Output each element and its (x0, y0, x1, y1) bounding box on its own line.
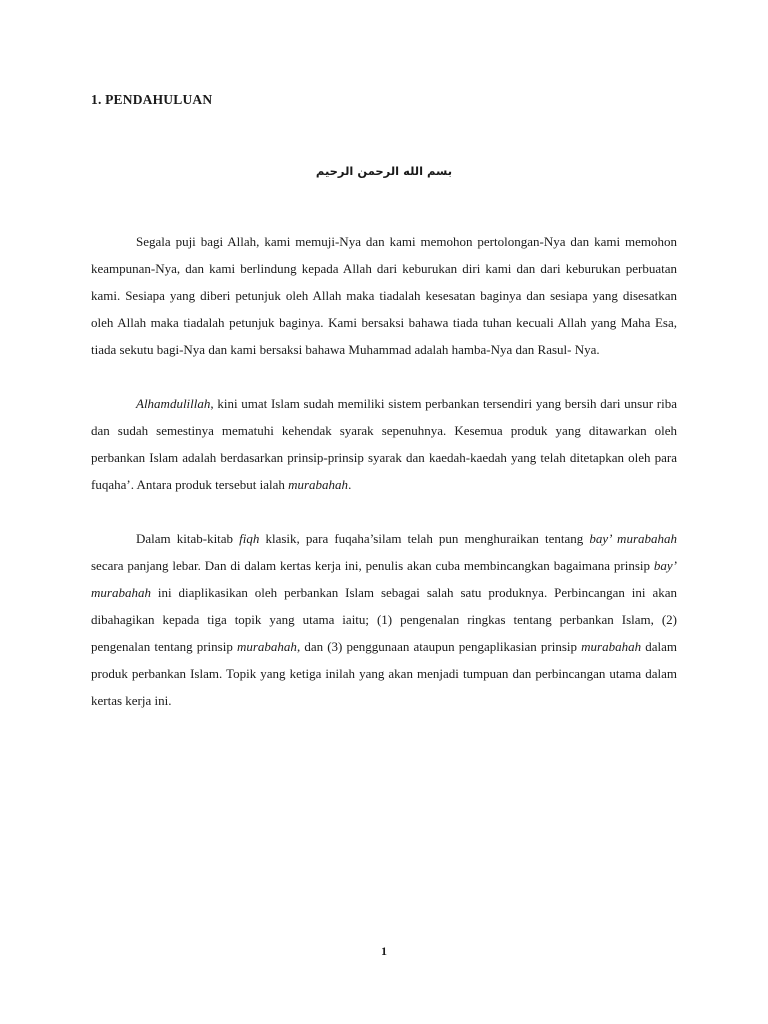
paragraph-opening (91, 228, 677, 363)
paragraph-alhamdulillah (91, 390, 677, 498)
document-body (91, 228, 677, 741)
bismillah-text: بسم الله الرحمن الرحيم (315, 164, 453, 178)
italic-term: bay’ murabahah (589, 531, 678, 546)
paragraph-text: . (348, 477, 352, 492)
paragraph-text: ini diaplikasikan oleh perbankan Islam sebagai salah satu produknya. Perbincangan ini akan dibahagikan kepada tiga topik yang utama iaitu; (1) pengenalan ringkas tentang perbankan Islam, (2) pengenalan tentang prinsip (91, 585, 677, 654)
paragraph-text: klasik, para fuqaha’silam telah pun menghuraikan tentang (259, 531, 590, 546)
page-number: 1 (381, 944, 387, 958)
paragraph-dalam-kitab (91, 525, 677, 714)
paragraph-text: , kini umat Islam sudah memiliki sistem perbankan tersendiri yang bersih dari unsur riba dan sudah semestinya mematuhi kehendak syarak sepenuhnya. Kesemua produk yang ditawarkan oleh perbankan Islam adalah berdasarkan prinsip-prinsip syarak dan kaedah-kaedah yang telah ditetapkan oleh para fuqaha’. Antara produk tersebut ialah (91, 396, 677, 492)
italic-term: murabahah (288, 477, 349, 492)
paragraph-text: , dan (3) penggunaan ataupun pengaplikasian prinsip (296, 639, 582, 654)
section-heading: 1. PENDAHULUAN (91, 92, 213, 107)
italic-term: fiqh (239, 531, 260, 546)
italic-term: bay’ murabahah (91, 558, 677, 600)
italic-term: Alhamdulillah (136, 396, 211, 411)
italic-term: murabahah (236, 639, 297, 654)
paragraph-text: Dalam kitab-kitab (136, 531, 240, 546)
paragraph-text: dalam produk perbankan Islam. Topik yang ketiga inilah yang akan menjadi tumpuan dan perbincangan utama dalam kertas kerja ini. (91, 639, 677, 708)
paragraph-text: secara panjang lebar. Dan di dalam kertas kerja ini, penulis akan cuba membincangkan bagaimana prinsip (91, 558, 654, 573)
italic-term: murabahah (581, 639, 642, 654)
paragraph-text: Segala puji bagi Allah, kami memuji-Nya dan kami memohon pertolongan-Nya dan kami memohon keampunan-Nya, dan kami berlindung kepada Allah dari keburukan diri kami dan dari keburukan perbuatan kami. Sesiapa yang diberi petunjuk oleh Allah maka tiadalah kesesatan baginya dan sesiapa yang disesatkan oleh Allah maka tiadalah petunjuk baginya. Kami bersaksi bahawa tiada tuhan kecuali Allah yang Maha Esa, tiada sekutu bagi-Nya dan kami bersaksi bahawa Muhammad adalah hamba-Nya dan Rasul- Nya. (91, 234, 677, 357)
